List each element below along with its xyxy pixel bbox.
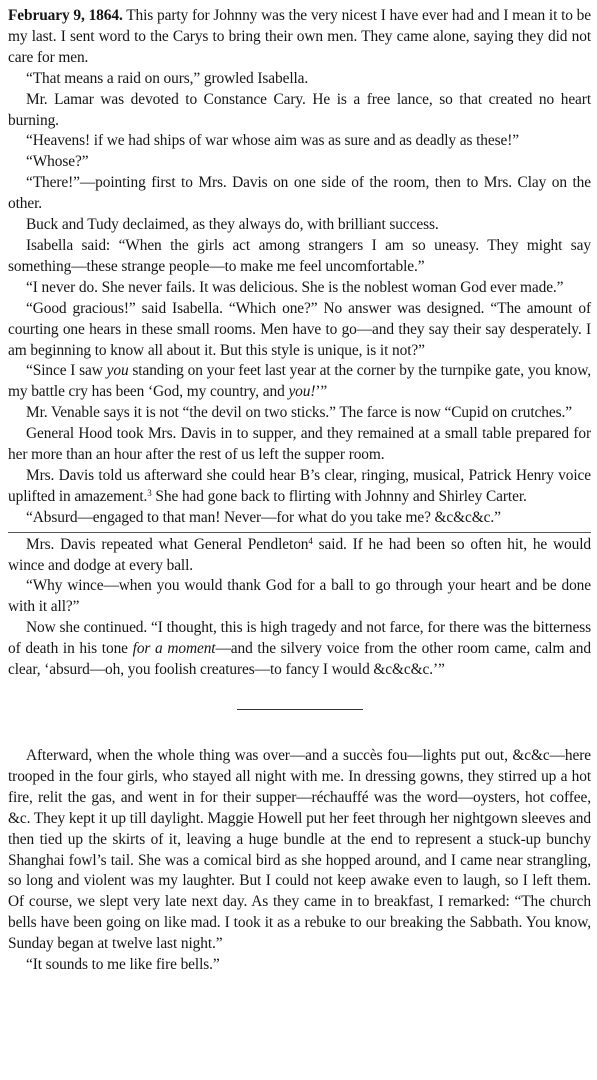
- entry-date: February 9, 1864.: [8, 7, 123, 24]
- paragraph-text: standing on your feet last year at the corner by the turnpike gate, you know, my battle cry has been ‘God, my country, and: [8, 362, 591, 401]
- paragraph: General Hood took Mrs. Davis in to supper, and they remained at a small table prepared for her more than an hour after the rest of us left the supper room.: [8, 425, 591, 464]
- paragraph-text: “Since I saw: [26, 362, 107, 380]
- paragraph: “That means a raid on ours,” growled Isabella.: [26, 69, 309, 87]
- paragraph: Mr. Lamar was devoted to Constance Cary. He is a free lance, so that created no heart burning.: [8, 90, 591, 129]
- paragraph: [8, 618, 591, 681]
- paragraph: [8, 361, 591, 403]
- paragraph: Mr. Venable says it is not “the devil on two sticks.” The farce is now “Cupid on crutches.”: [26, 404, 572, 422]
- paragraph: Buck and Tudy declaimed, as they always do, with brilliant success.: [26, 216, 439, 234]
- paragraph: [8, 466, 591, 508]
- paragraph-text: ’”: [315, 383, 328, 401]
- paragraph: Afterward, when the whole thing was over—and a succès fou—lights put out, &c&c—here trooped in the four girls, who stayed all night with me. In dressing gowns, they stirred up a hot fire, relit the gas, and went in for their supper—réchauffé was the word—oysters, hot coffee, &c. They kept it up till daylight. Maggie Howell put her feet through her nightgown sleeves and then tied up the skirts of it, leaving a huge bundle at the end to represent a stuck-up bunchy Shanghai fowl’s tail. She was a comical bird as she hopped around, and I came near strangling, so long and violent was my laughter. But I could not keep awake even to laugh, so I left them. Of course, we slept very late next day. As they came in to breakfast, I remarked: “The church bells have been going on like mad. I took it as a rebuke to our breaking the Sabbath. You know, Sunday began at twelve last night.”: [8, 747, 591, 953]
- paragraph: “Absurd—engaged to that man! Never—for what do you take me? &c&c&c.”: [26, 508, 501, 526]
- paragraph: “Heavens! if we had ships of war whose aim was as sure and as deadly as these!”: [26, 132, 519, 150]
- paragraph: “It sounds to me like fire bells.”: [26, 956, 220, 974]
- paragraph: “There!”—pointing first to Mrs. Davis on one side of the room, then to Mrs. Clay on the other.: [8, 174, 591, 213]
- paragraph-text: —and the silvery voice from the other room came, calm and clear, ‘absurd—oh, you foolish creatures—to fancy I would &c&c&c.’”: [8, 640, 591, 679]
- italic-text: you!: [288, 383, 316, 401]
- footnote-marker: 4: [308, 535, 313, 546]
- paragraph: “Good gracious!” said Isabella. “Which one?” No answer was designed. “The amount of courting one hears in these small rooms. Men have to go—and they say their say desperately. I am beginning to know all about it. But this style is unique, is it not?”: [8, 299, 591, 359]
- horizontal-rule: [8, 532, 591, 533]
- paragraph: “Why wince—when you would thank God for a ball to go through your heart and be done with it all?”: [8, 577, 591, 616]
- paragraph-text: Mrs. Davis repeated what General Pendleton: [26, 535, 309, 553]
- italic-text: for a moment: [132, 640, 216, 658]
- paragraph-text: This party for Johnny was the very nicest I have ever had and I mean it to be my last. I sent word to the Carys to bring their own men. They came alone, saying they did not care for men.: [8, 7, 591, 66]
- paragraph-text: Mrs. Davis told us afterward she could hear B’s clear, ringing, musical, Patrick Henry voice uplifted in amazement.: [8, 466, 591, 505]
- paragraph-text: said. If he had been so often hit, he would wince and dodge at every ball.: [8, 535, 591, 574]
- paragraph: [8, 535, 591, 577]
- paragraph-opening: [8, 6, 591, 69]
- footnote-marker: 3: [147, 487, 152, 498]
- italic-text: you: [106, 362, 129, 380]
- paragraph: “I never do. She never fails. It was delicious. She is the noblest woman God ever made.”: [26, 278, 564, 296]
- paragraph-text: Now she continued. “I thought, this is high tragedy and not farce, for there was the bitterness of death in his tone: [8, 619, 591, 658]
- paragraph: “Whose?”: [26, 153, 89, 171]
- paragraph: Isabella said: “When the girls act among strangers I am so uneasy. They might say something—these strange people—to make me feel uncomfortable.”: [8, 236, 591, 275]
- paragraph-text: She had gone back to flirting with Johnny and Shirley Carter.: [151, 487, 527, 505]
- section-divider: [237, 709, 363, 710]
